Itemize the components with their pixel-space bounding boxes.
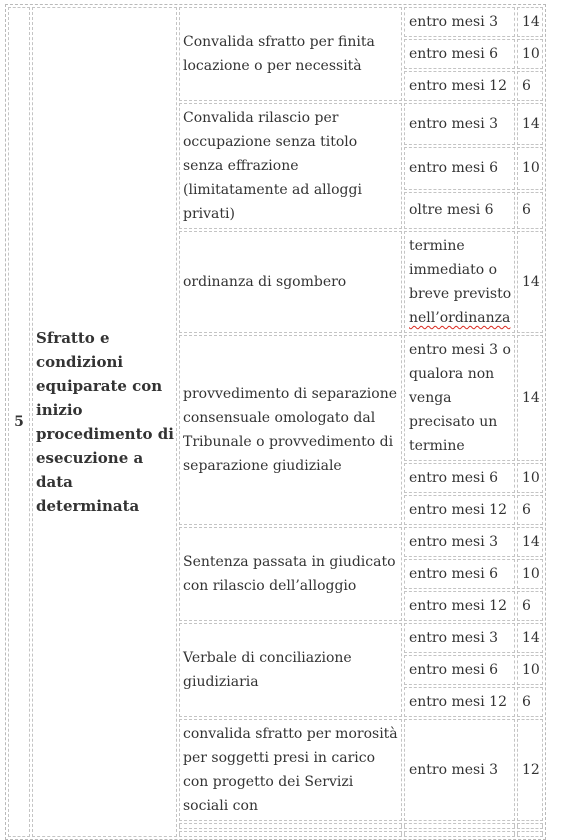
term-cell: entro mesi 3 <box>404 623 515 653</box>
term-text: termine immediato o breve previsto <box>409 238 512 302</box>
term-cell: entro mesi 12 <box>404 687 515 717</box>
term-cell: entro mesi 3 <box>404 7 515 37</box>
term-cell: entro mesi 6 <box>404 147 515 189</box>
term-cell: entro mesi 6 <box>404 463 515 493</box>
term-cell: entro mesi 6 <box>404 39 515 69</box>
points-cell: 10 <box>517 39 543 69</box>
points-cell: 14 <box>517 231 543 333</box>
category-label: Sfratto e condizioni equiparate con inizio procedimento di esecuzione a data determinata <box>32 7 177 837</box>
points-cell: 14 <box>517 527 543 557</box>
points-cell: 10 <box>517 147 543 189</box>
cause-cell: provvedimento di separazione consensuale omologato dal Tribunale o provvedimento di separazione giudiziale <box>179 335 402 525</box>
row-number: 5 <box>8 7 30 837</box>
points-cell: 10 <box>517 655 543 685</box>
term-cell: entro mesi 3 <box>404 103 515 145</box>
points-cell: 14 <box>517 623 543 653</box>
points-cell: 6 <box>517 192 543 229</box>
cause-cell: Convalida sfratto per finita locazione o per necessità <box>179 7 402 101</box>
points-cell: 6 <box>517 71 543 101</box>
points-table-container <box>5 4 546 840</box>
spellcheck-underlined-word: nell’ordinanza <box>409 310 511 326</box>
points-cell: 14 <box>517 7 543 37</box>
term-cell: oltre mesi 6 <box>404 192 515 229</box>
term-cell: entro mesi 6 <box>404 655 515 685</box>
cause-cell: convalida sfratto per morosità per soggetti presi in carico con progetto dei Servizi sociali con <box>179 719 402 821</box>
cause-cell: Sentenza passata in giudicato con rilascio dell’alloggio <box>179 527 402 621</box>
term-cell: entro mesi 3 <box>404 719 515 821</box>
points-cell: 6 <box>517 591 543 621</box>
points-cell: 14 <box>517 103 543 145</box>
term-cell: entro mesi 12 <box>404 495 515 525</box>
points-cell: 6 <box>517 495 543 525</box>
points-cell: 10 <box>517 463 543 493</box>
term-cell: entro mesi 12 <box>404 591 515 621</box>
table-row <box>8 7 543 37</box>
points-cell: 12 <box>517 719 543 821</box>
term-cell: entro mesi 12 <box>404 71 515 101</box>
cause-cell: Convalida rilascio per occupazione senza titolo senza effrazione (limitatamente ad alloggi privati) <box>179 103 402 229</box>
points-table <box>5 4 546 840</box>
points-cell: 10 <box>517 559 543 589</box>
cause-cell: Verbale di conciliazione giudiziaria <box>179 623 402 717</box>
points-cell: 14 <box>517 335 543 461</box>
term-cell: entro mesi 3 o qualora non venga precisato un termine <box>404 335 515 461</box>
term-cell: entro mesi 3 <box>404 527 515 557</box>
points-cell: 6 <box>517 687 543 717</box>
cause-cell: ordinanza di sgombero <box>179 231 402 333</box>
term-cell <box>404 231 515 333</box>
term-cell: entro mesi 6 <box>404 559 515 589</box>
